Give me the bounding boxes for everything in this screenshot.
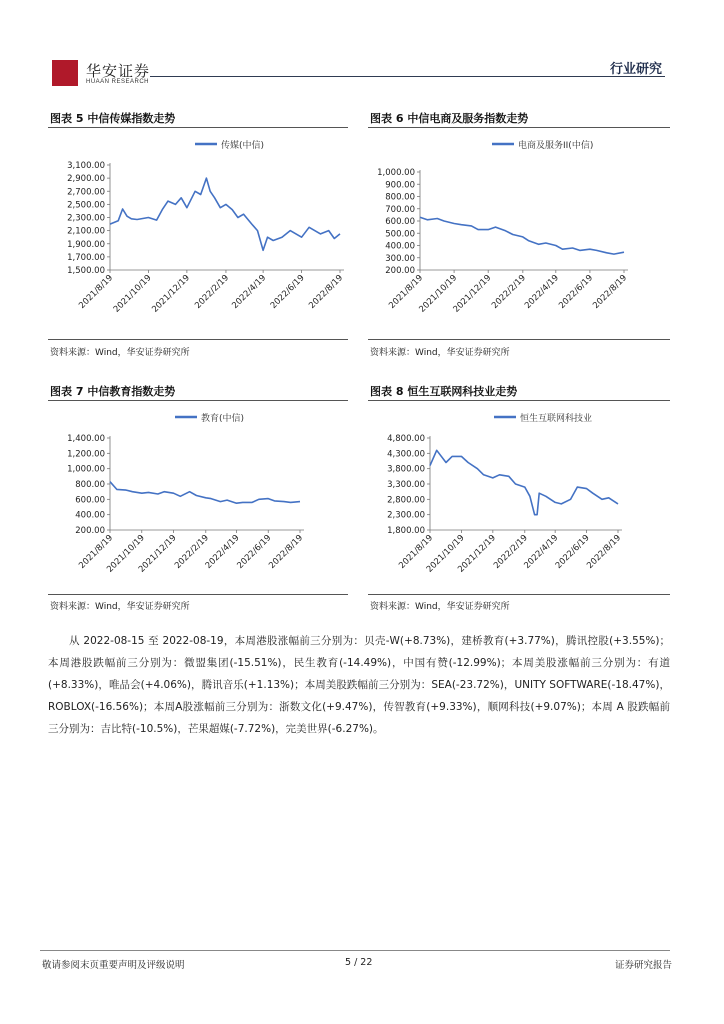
y-tick-label: 1,400.00: [67, 434, 105, 444]
x-tick-label: 2021/8/19: [77, 533, 116, 571]
figure-8-bottom-rule: [368, 594, 670, 595]
legend: [494, 412, 592, 424]
x-tick-label: 2022/4/19: [203, 533, 242, 571]
figure-6-rule: [368, 127, 670, 128]
x-tick-label: 2022/4/19: [523, 273, 561, 311]
figure-7-rule: [48, 400, 348, 401]
legend: [492, 139, 593, 151]
footer-disclaimer: 敬请参阅末页重要声明及评级说明: [42, 960, 185, 971]
legend: [195, 139, 264, 151]
x-tick-label: 2021/8/19: [397, 533, 436, 571]
figure-6-title: 图表 6 中信电商及服务指数走势: [370, 112, 529, 125]
y-tick-label: 400.00: [75, 510, 105, 521]
legend-label: 电商及服务II(中信): [518, 141, 594, 151]
section-label: 行业研究: [609, 62, 662, 77]
y-tick-label: 2,900.00: [67, 174, 105, 185]
figure-7-source: 资料来源：Wind，华安证券研究所: [50, 602, 190, 612]
body-paragraph: [48, 630, 670, 740]
x-tick-label: 2022/6/19: [557, 273, 596, 311]
y-tick-label: 2,300.00: [387, 510, 425, 521]
x-tick-label: 2022/4/19: [230, 273, 269, 311]
y-tick-label: 1,000.00: [67, 464, 105, 475]
x-tick-label: 2022/8/19: [585, 533, 624, 571]
y-tick-label: 500.00: [385, 229, 415, 240]
y-tick-label: 900.00: [385, 180, 415, 191]
y-tick-label: 700.00: [385, 204, 415, 215]
logo-text: 华安证券: [86, 62, 151, 80]
footer-rule: [40, 950, 670, 951]
x-tick-label: 2022/6/19: [235, 533, 274, 571]
x-tick-label: 2021/8/19: [387, 273, 426, 311]
series-line: [110, 482, 300, 504]
page-number: 5 / 22: [345, 957, 373, 968]
figure-7-bottom-rule: [48, 594, 348, 595]
y-tick-label: 3,100.00: [67, 161, 105, 171]
logo-subtext: HUAAN RESEARCH: [86, 79, 150, 85]
figure-8-source: 资料来源：Wind，华安证券研究所: [370, 602, 510, 612]
y-tick-label: 400.00: [385, 241, 415, 252]
x-tick-label: 2021/8/19: [77, 273, 116, 311]
y-tick-label: 1,900.00: [67, 239, 105, 250]
series-line: [110, 178, 340, 250]
y-tick-label: 2,700.00: [67, 187, 105, 198]
x-tick-label: 2022/2/19: [491, 533, 530, 571]
figure-5-title: 图表 5 中信传媒指数走势: [50, 112, 176, 125]
figure-5-rule: [48, 127, 348, 128]
y-tick-label: 3,300.00: [387, 480, 425, 490]
x-tick-label: 2021/12/19: [136, 533, 179, 575]
x-tick-label: 2021/12/19: [451, 273, 494, 315]
x-tick-label: 2022/6/19: [553, 533, 592, 571]
x-tick-label: 2021/10/19: [424, 533, 467, 575]
y-tick-label: 800.00: [385, 192, 415, 203]
x-tick-label: 2022/8/19: [591, 273, 630, 311]
x-tick-label: 2021/10/19: [417, 273, 460, 315]
chart-media-index: [48, 130, 348, 335]
figure-6-source: 资料来源：Wind，华安证券研究所: [370, 348, 510, 358]
header-rule: [150, 76, 665, 77]
legend: [175, 412, 244, 424]
series-line: [420, 217, 624, 254]
y-tick-label: 200.00: [385, 266, 415, 276]
x-tick-label: 2022/2/19: [193, 273, 232, 311]
figure-5-bottom-rule: [48, 339, 348, 340]
figure-8-title: 图表 8 恒生互联网科技业走势: [370, 385, 518, 398]
x-tick-label: 2022/4/19: [522, 533, 561, 571]
y-tick-label: 4,800.00: [387, 434, 425, 444]
y-tick-label: 4,300.00: [387, 449, 425, 460]
y-tick-label: 3,800.00: [387, 464, 425, 475]
y-tick-label: 2,800.00: [387, 495, 425, 506]
figure-7-title: 图表 7 中信教育指数走势: [50, 385, 176, 398]
y-tick-label: 600.00: [385, 217, 415, 227]
y-tick-label: 800.00: [75, 480, 105, 490]
legend-label: 传媒(中信): [221, 141, 265, 151]
y-tick-label: 600.00: [75, 495, 105, 506]
chart-education-index: [48, 403, 348, 593]
weekly-stock-summary: 从 2022-08-15 至 2022-08-19，本周港股涨幅前三分别为：贝壳-W(+8.73%)，建桥教育(+3.77%)，腾讯控股(+3.55%)；本周港股跌幅前三分别为：微盟集团(-15.51%)，民生教育(-14.49%)，中国有赞(-12.99%)；本周美股涨幅前三分别为：有道(+8.33%)，唯品会(+4.06%)，腾讯音乐(+1.13%)；本周美股跌幅前三分别为：SEA(-23.72%)，UNITY SOFTWARE(-18.47%)，ROBLOX(-16.56%)；本周A股涨幅前三分别为：浙数文化(+9.47%)，传智教育(+9.33%)，顺网科技(+9.07%)；本周 A 股跌幅前三分别为：吉比特(-10.5%)，芒果超媒(-7.72%)，完美世界(-6.27%)。: [48, 635, 670, 735]
footer-report-type: 证券研究报告: [614, 960, 672, 971]
chart-ecommerce-index: [368, 130, 668, 335]
y-tick-label: 2,100.00: [67, 226, 105, 237]
legend-label: 教育(中信): [201, 414, 245, 424]
y-tick-label: 1,700.00: [67, 252, 105, 263]
x-tick-label: 2021/12/19: [150, 273, 192, 315]
x-tick-label: 2021/10/19: [105, 533, 147, 575]
y-tick-label: 1,000.00: [377, 168, 415, 178]
y-tick-label: 2,300.00: [67, 213, 105, 224]
x-tick-label: 2022/8/19: [267, 533, 306, 571]
x-tick-label: 2022/2/19: [490, 273, 528, 311]
y-tick-label: 1,200.00: [67, 449, 105, 460]
y-tick-label: 1,500.00: [67, 266, 105, 276]
chart-hs-internet-tech-index: [368, 403, 668, 593]
x-tick-label: 2021/12/19: [456, 533, 498, 575]
y-tick-label: 200.00: [75, 526, 105, 536]
logo-mark: [52, 60, 78, 86]
figure-6-bottom-rule: [368, 339, 670, 340]
series-line: [430, 450, 618, 514]
y-tick-label: 2,500.00: [67, 200, 105, 211]
x-tick-label: 2021/10/19: [111, 273, 154, 315]
y-tick-label: 300.00: [385, 253, 415, 264]
y-tick-label: 1,800.00: [387, 526, 425, 536]
figure-8-rule: [368, 400, 670, 401]
figure-5-source: 资料来源：Wind，华安证券研究所: [50, 348, 190, 358]
x-tick-label: 2022/8/19: [307, 273, 346, 311]
legend-label: 恒生互联网科技业: [520, 414, 593, 424]
x-tick-label: 2022/2/19: [173, 533, 211, 571]
x-tick-label: 2022/6/19: [268, 273, 307, 311]
